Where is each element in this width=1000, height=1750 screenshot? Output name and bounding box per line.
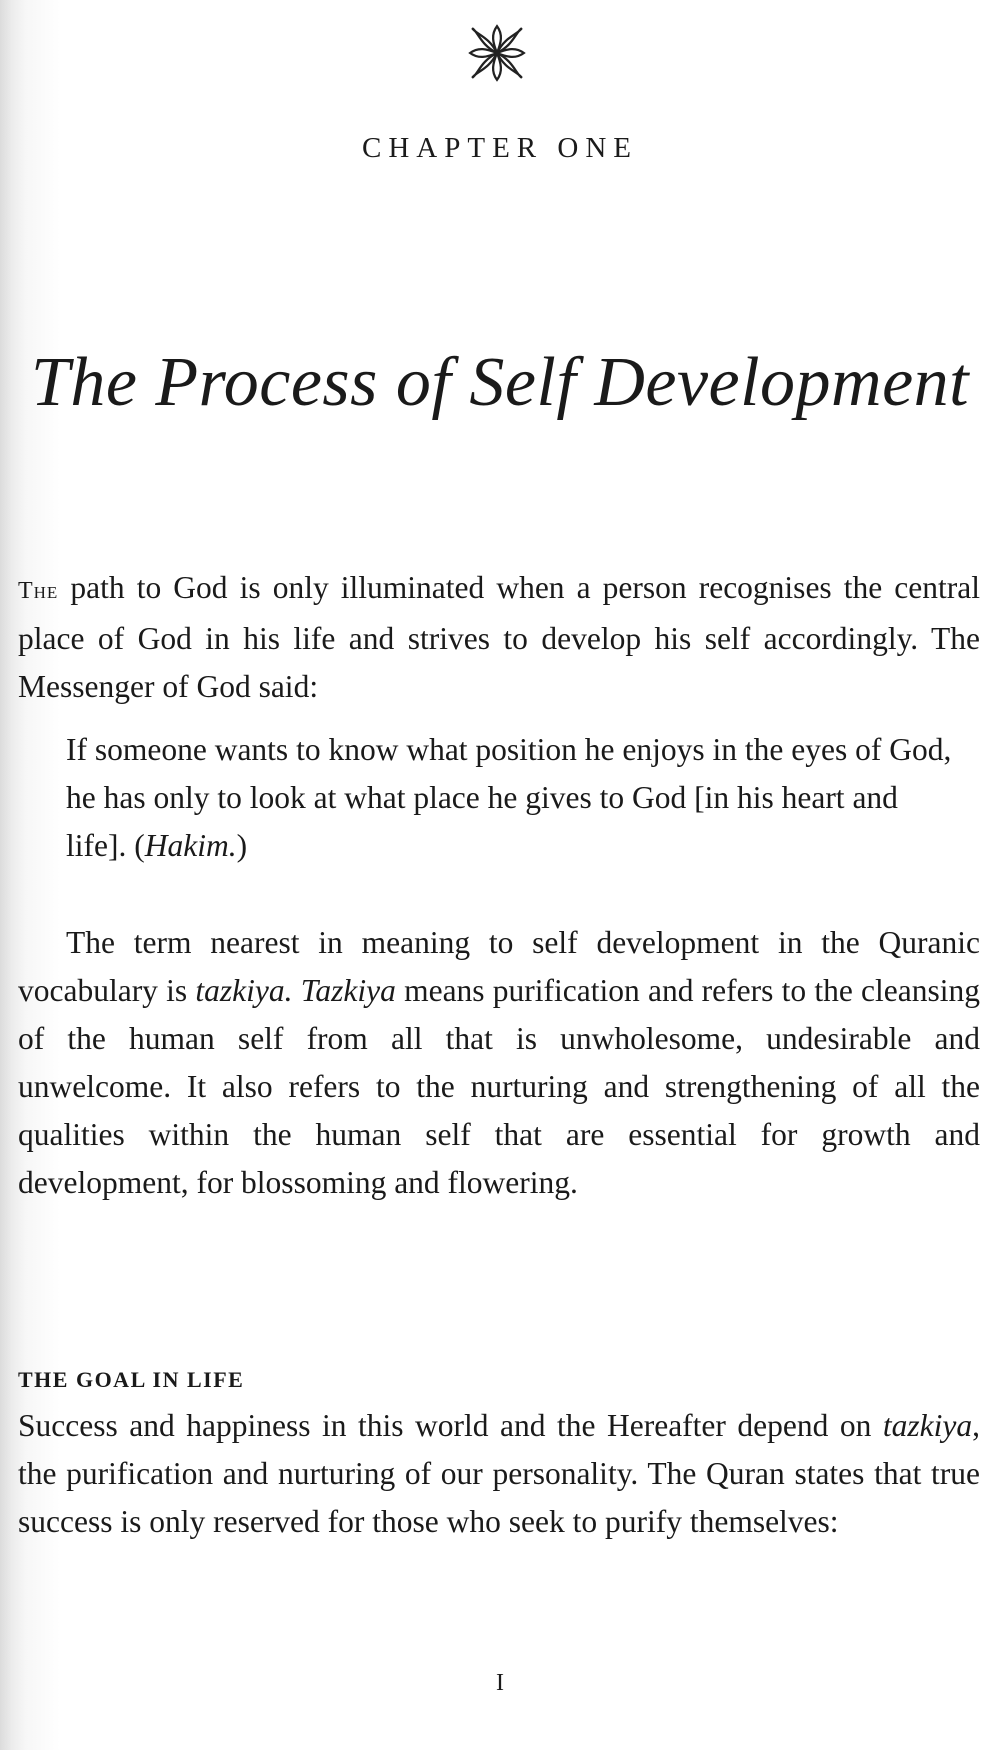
quote-close: ) [236, 828, 248, 863]
section-heading: THE GOAL IN LIFE [18, 1367, 245, 1392]
quatrefoil-ornament-icon [466, 22, 528, 84]
quote-text: If someone wants to know what position he enjoys in the eyes of God, he has only to look at what place he gives to God [in his heart and life]. ( [66, 732, 952, 863]
paragraph-intro-text: path to God is only illuminated when a person recognises the central place of God in his life and strives to develop his self accordingly. The Messenger of God said: [18, 570, 980, 704]
term-tazkiya-3: tazkiya [882, 1408, 973, 1443]
paragraph-intro [18, 564, 980, 711]
lead-word: The [18, 578, 59, 604]
paragraph-goal [18, 1402, 980, 1546]
hadith-quote [66, 726, 956, 870]
paragraph-goal-part-2: , the purification and nurturing of our personality. The Quran states that true success is only reserved for those who seek to purify themselves: [18, 1408, 980, 1539]
paragraph-goal-part-1: Success and happiness in this world and the Hereafter depend on [18, 1408, 883, 1443]
term-tazkiya-2: Tazkiya [300, 973, 396, 1008]
term-tazkiya-1: tazkiya. [195, 973, 293, 1008]
page-number: I [496, 1670, 504, 1696]
paragraph-tazkiya-part-3: means purification and refers to the cleansing of the human self from all that is unwholesome, undesirable and unwelcome. It also refers to the nurturing and strengthening of all the qualities within the human self that are essential for growth and development, for blossoming and flowering. [18, 973, 980, 1200]
chapter-label: CHAPTER ONE [362, 132, 638, 164]
quote-source: Hakim. [144, 828, 237, 863]
paragraph-tazkiya [18, 919, 980, 1207]
chapter-title: The Process of Self Development [30, 344, 970, 421]
paragraph-tazkiya-part-1: The term nearest in meaning to self development in the Quranic vocabulary is [18, 925, 980, 1008]
paragraph-tazkiya-part-2 [293, 973, 301, 1008]
